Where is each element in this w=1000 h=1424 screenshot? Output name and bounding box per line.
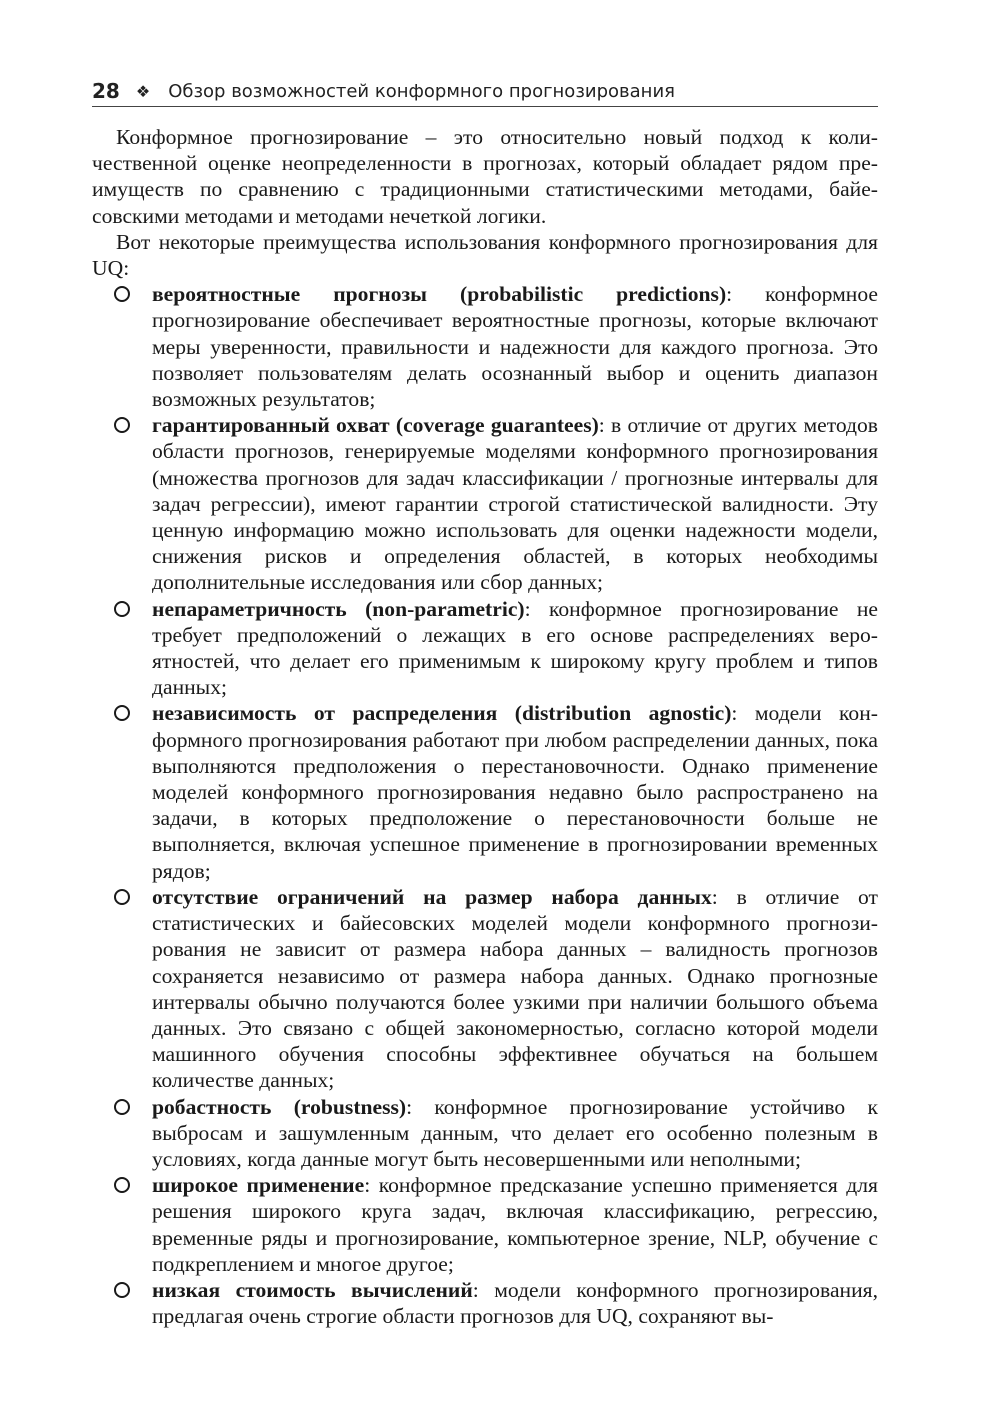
list-item-text: : конформное предсказание успешно применяется для решения широкого круга задач, включая классификацию, регрессию, временные ряды и прогнозирование, компьютерное зрение, NLP, обучение с подкреплением и многое другое; — [152, 1173, 878, 1276]
list-item — [152, 884, 878, 1094]
circle-bullet-icon — [114, 705, 130, 721]
list-item-term: непараметричность (non-parametric) — [152, 596, 525, 621]
advantages-list — [92, 281, 878, 1329]
list-item-term: отсутствие ограничений на размер набора данных — [152, 884, 712, 909]
list-item-term: независимость от распределения (distribution agnostic) — [152, 701, 732, 726]
circle-bullet-icon — [114, 286, 130, 302]
circle-bullet-icon — [114, 1177, 130, 1193]
intro-paragraph-1: Конформное прогнозирование – это относительно новый подход к количественной оценке неопределенности в прогнозах, который обладает рядом преимуществ по сравнению с традиционными статистическими методами, байесовскими методами и методами нечеткой логики. — [92, 125, 878, 228]
list-item — [152, 281, 878, 412]
page-number: 28 — [92, 79, 120, 103]
circle-bullet-icon — [114, 889, 130, 905]
list-item-text: : в отличие от статистических и байесовских моделей модели конформного прогнозирования не зависит от размера набора данных – валидность прогнозов сохраняется независимо от размера набора данных. Однако прогнозные интервалы обычно получаются более узкими при наличии большого объема данных. Это связано с общей закономерностью, согласно которой модели машинного обучения способны эффективнее обучаться на большем количестве данных; — [152, 884, 878, 1093]
list-item — [152, 596, 878, 701]
list-item-text: : в отличие от других методов области прогнозов, генерируемые моделями конформного прогнозирования (множества прогнозов для задач классификации / прогнозные интервалы для задач регрессии), имеют гарантии строгой статистической валидности. Эту ценную информацию можно использовать для оценки надежности модели, снижения рисков и определения областей, в которых необходимы дополнительные исследования или сбор данных; — [152, 413, 878, 595]
list-item — [152, 700, 878, 883]
circle-bullet-icon — [114, 1282, 130, 1298]
list-item-text: : модели конформного прогнозирования работают при любом распределении данных, пока выполняются предположения о перестановочности. Однако применение моделей конформного прогнозирования недавно было распространено на задачи, в которых предположение о перестановочности больше не выполняется, включая успешное применение в прогнозировании временных рядов; — [152, 701, 878, 883]
list-item-term: вероятностные прогнозы (probabilistic predictions) — [152, 282, 727, 307]
list-item-term: гарантированный охват (coverage guarantees) — [152, 413, 599, 438]
ornament-icon: ❖ — [135, 81, 151, 101]
page-body — [92, 124, 878, 1329]
intro-paragraph-2: Вот некоторые преимущества использования конформного прогнозирования для UQ: — [92, 229, 878, 281]
list-item-term: низкая стоимость вычислений — [152, 1277, 473, 1302]
list-item — [152, 412, 878, 595]
list-item-term: широкое применение — [152, 1173, 365, 1198]
list-item — [152, 1172, 878, 1277]
list-item-text: : конформное прогнозирование устойчиво к выбросам и зашумленным данным, что делает его особенно полезным в условиях, когда данные могут быть несовершенными или неполными; — [152, 1094, 878, 1171]
list-item-term: робастность (robustness) — [152, 1094, 407, 1119]
list-item-text: : конформное прогнозирование обеспечивает вероятностные прогнозы, которые включают меры уверенности, правильности и надежности для каждого прогноза. Это позволяет пользователям делать осознанный выбор и оценить диапазон возможных результатов; — [152, 282, 878, 412]
circle-bullet-icon — [114, 1099, 130, 1115]
running-title: Обзор возможностей конформного прогнозирования — [168, 80, 675, 102]
list-item — [152, 1277, 878, 1329]
list-item-text: : модели конформного прогнозирования, предлагая очень строгие области прогнозов для UQ, сохраняют вы- — [152, 1277, 878, 1329]
running-header — [92, 76, 878, 107]
list-item-text: : конформное прогнозирование не требует предположений о лежащих в его основе распределениях вероятностей, что делает его применимым к широкому кругу проблем и типов данных; — [152, 596, 878, 700]
circle-bullet-icon — [114, 601, 130, 617]
list-item — [152, 1094, 878, 1173]
circle-bullet-icon — [114, 417, 130, 433]
